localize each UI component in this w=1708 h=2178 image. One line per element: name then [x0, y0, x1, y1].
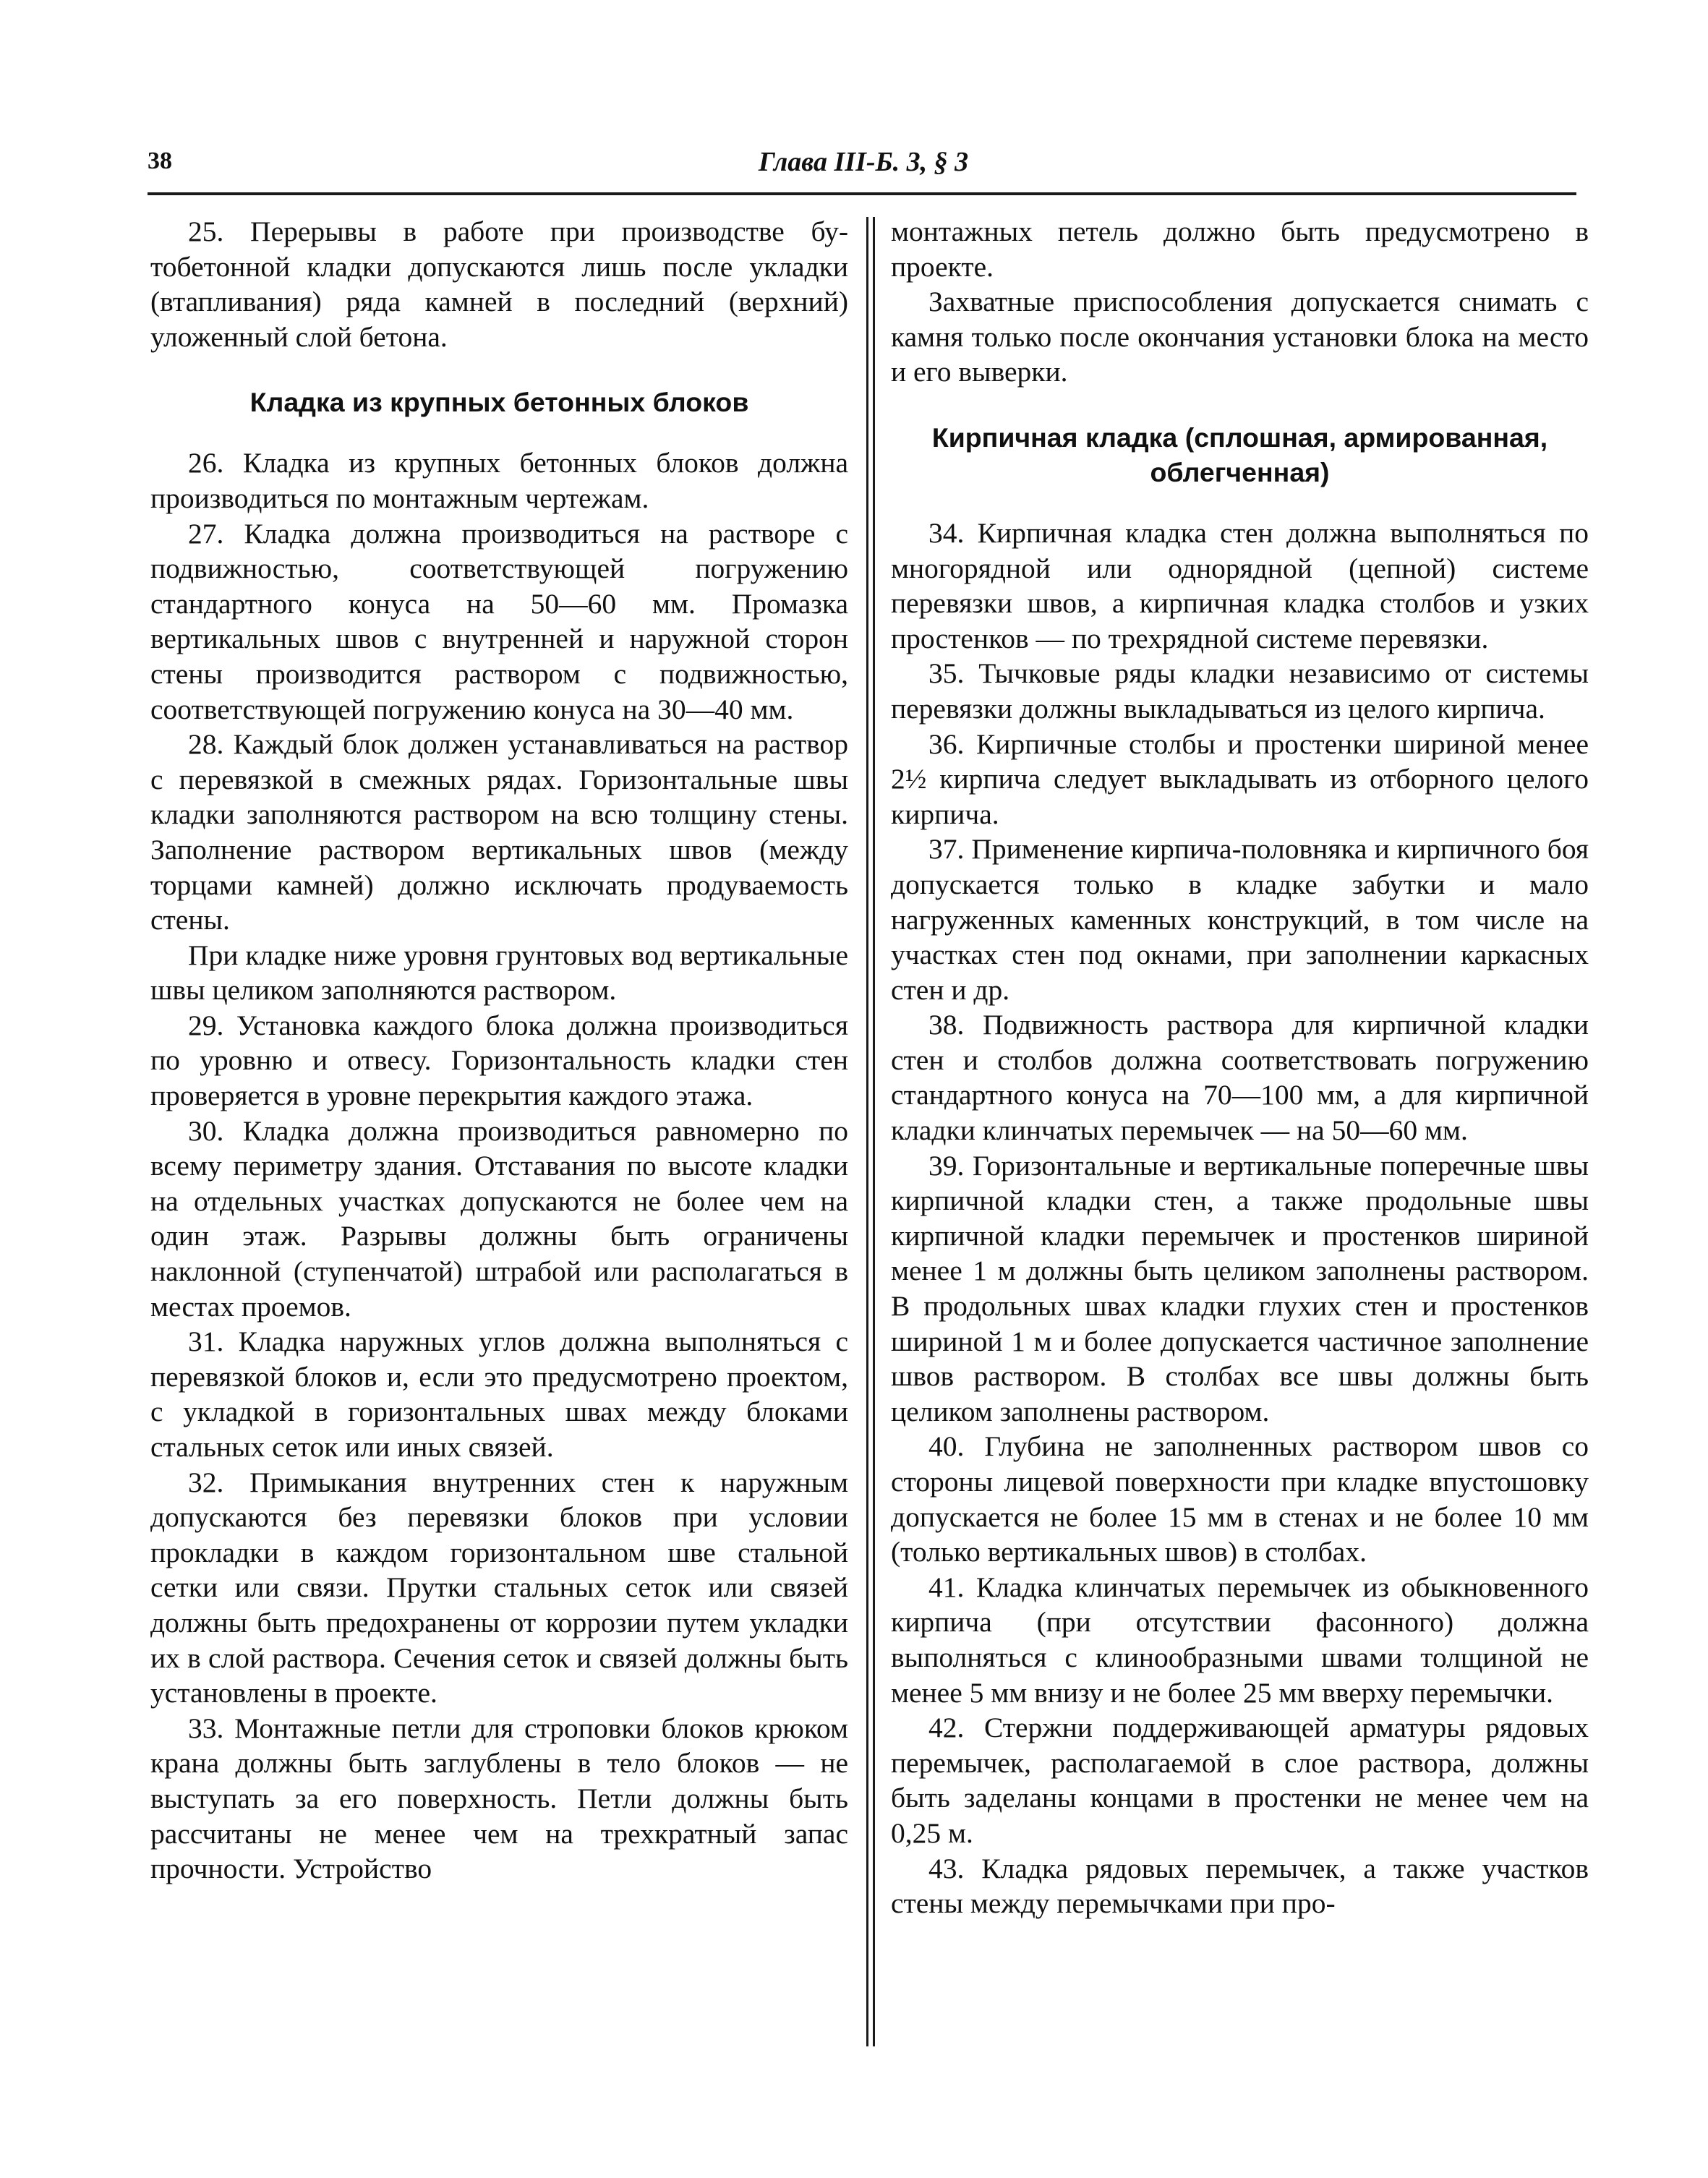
paragraph: 28. Каждый блок должен устанавливаться на раствор с перевязкой в смежных рядах. Горизонтальные швы кладки заполняются раствором на всю толщину стены. Заполнение раствором вертикальных швов (между торцами камней) должно исключать продуваемость стены. [150, 728, 848, 936]
chapter-title: Глава III-Б. 3, § 3 [758, 147, 969, 177]
paragraph: 40. Глубина не заполненных раствором швов со стороны лицевой поверхности при кладке впустошовку допускается не более 15 мм в стенах и не более 10 мм (только вертикальных швов) в столбах. [891, 1430, 1589, 1568]
page-number: 38 [148, 148, 172, 174]
paragraph-continued: монтажных петель должно быть предусмотрено в проекте. [891, 215, 1589, 283]
page-header [148, 143, 1579, 184]
section-heading: Кирпичная кладка (сплошная, армированная, облегченная) [931, 422, 1548, 487]
header-rule [148, 192, 1576, 195]
paragraph: 35. Тычковые ряды кладки независимо от системы перевязки должны выкладываться из целого кирпича. [891, 657, 1589, 725]
paragraph: 33. Монтажные петли для строповки блоков крюком крана должны быть заглублены в тело блоков — не выступать за его поверхность. Петли должны быть рассчитаны не менее чем на трехкратный запас прочности. Устройство [150, 1712, 848, 1885]
paragraph: 37. Применение кирпича-половняка и кирпичного боя допускается только в кладке забутки и мало нагруженных каменных конструкций, в том числе на участках стен под окнами, при заполнении каркасных стен и др. [891, 833, 1589, 1006]
paragraph: 34. Кирпичная кладка стен должна выполняться по многорядной или однорядной (цепной) системе перевязки швов, а кирпичная кладка столбов и узких простенков — по трехрядной системе перевязки. [891, 516, 1589, 654]
paragraph: 43. Кладка рядовых перемычек, а также участков стены между перемычками при про- [891, 1852, 1589, 1920]
left-column [150, 214, 848, 1887]
paragraph: 42. Стержни поддерживающей арматуры рядовых перемычек, располагаемой в слое раствора, должны быть заделаны концами в простенки не менее чем на 0,25 м. [891, 1712, 1589, 1849]
right-column [891, 214, 1589, 1921]
paragraph: 38. Подвижность раствора для кирпичной кладки стен и столбов должна соответствовать погружению стандартного конуса на 70—100 мм, а для кирпичной кладки клинчатых перемычек — на 50—60 мм. [891, 1009, 1589, 1147]
paragraph: 36. Кирпичные столбы и простенки шириной менее 2½ кирпича следует выкладывать из отборного целого кирпича. [891, 727, 1589, 830]
paragraph: 39. Горизонтальные и вертикальные поперечные швы кирпичной кладки стен, а также продольные швы кирпичной кладки перемычек и простенков шириной менее 1 м должны быть целиком заполнены раствором. В продольных швах кладки глухих стен и простенков шириной 1 м и более допускается частичное заполнение швов раствором. В столбах все швы должны быть целиком заполнены раствором. [891, 1149, 1589, 1427]
paragraph: 32. Примыкания внутренних стен к наружным допускаются без перевязки блоков при условии прокладки в каждом горизонтальном шве стальной сетки или связи. Прутки стальных сеток или связей должны быть предохранены от коррозии путем укладки их в слой раствора. Сечения сеток и связей должны быть установлены в проекте. [150, 1466, 848, 1709]
section-heading: Кладка из крупных бетонных блоков [249, 387, 749, 418]
paragraph: 31. Кладка наружных углов должна выполняться с перевязкой блоков и, если это предусмотрено проектом, с укладкой в горизонтальных швах между блоками стальных сеток или иных связей. [150, 1325, 848, 1463]
column-divider [866, 217, 875, 2046]
paragraph: При кладке ниже уровня грунтовых вод вертикальные швы целиком заполняются раствором. [150, 939, 848, 1007]
paragraph: 41. Кладка клинчатых перемычек из обыкновенного кирпича (при отсутствии фасонного) должна выполняться с клинообразными швами толщиной не менее 5 мм внизу и не более 25 мм вверху перемычки. [891, 1571, 1589, 1709]
paragraph: 25. Перерывы в работе при производстве бутобетонной кладки допускаются лишь после укладки (втапливания) ряда камней в последний (верхний) уложенный слой бетона. [150, 215, 848, 353]
paragraph: 30. Кладка должна производиться равномерно по всему периметру здания. Отставания по высоте кладки на отдельных участках допускаются не более чем на один этаж. Разрывы должны быть ограничены наклонной (ступенчатой) штрабой или располагаться в местах проемов. [150, 1114, 848, 1323]
paragraph: 29. Установка каждого блока должна производиться по уровню и отвесу. Горизонтальность кладки стен проверяется в уровне перекрытия каждого этажа. [150, 1009, 848, 1112]
paragraph: 26. Кладка из крупных бетонных блоков должна производиться по монтажным чертежам. [150, 447, 848, 514]
paragraph: Захватные приспособления допускается снимать с камня только после окончания установки блока на место и его выверки. [891, 286, 1589, 388]
paragraph: 27. Кладка должна производиться на растворе с подвижностью, соответствующей погружению стандартного конуса на 50—60 мм. Промазка вертикальных швов с внутренней и наружной сторон стены производится раствором с подвижностью, соответствующей погружению конуса на 30—40 мм. [150, 517, 848, 725]
